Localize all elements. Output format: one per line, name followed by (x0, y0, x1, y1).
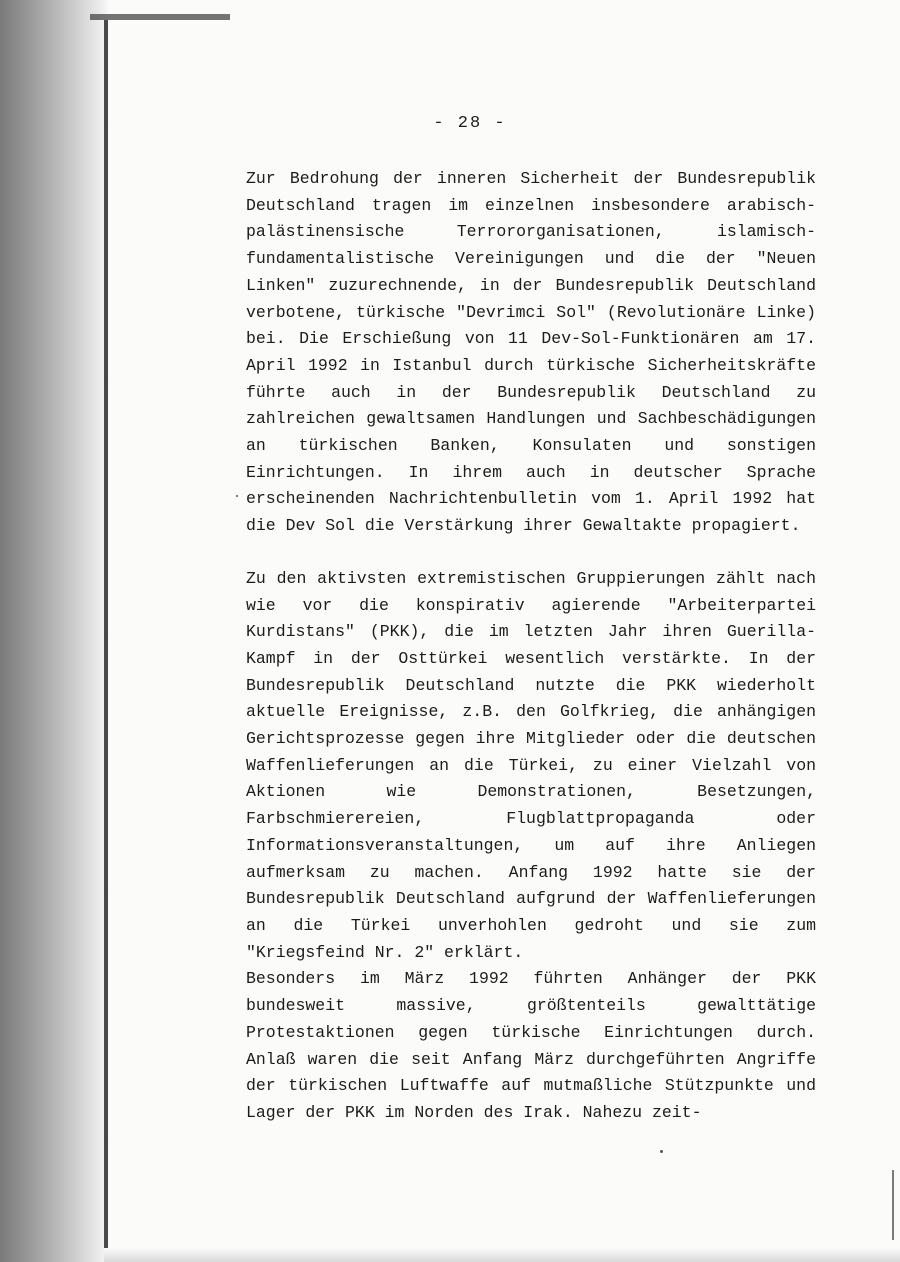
top-edge-shadow (90, 14, 230, 20)
page-number: - 28 - (433, 114, 507, 133)
scan-speck (660, 1150, 663, 1153)
right-edge-mark (892, 1170, 894, 1240)
binding-edge (104, 20, 108, 1250)
binding-shadow (0, 0, 110, 1262)
paragraph-2: Zu den aktivsten extremistischen Gruppierungen zählt nach wie vor die konspirativ agierende "Arbeiterpartei Kurdistans" (PKK), die im letzten Jahr ihren Guerilla-Kampf in der Osttürkei wesentlich verstärkte. In der Bundesrepublik Deutschland nutzte die PKK wiederholt aktuelle Ereignisse, z.B. den Golfkrieg, die anhängigen Gerichtsprozesse gegen ihre Mitglieder oder die deutschen Waffenlieferungen an die Türkei, zu einer Vielzahl von Aktionen wie Demonstrationen, Besetzungen, Farbschmierereien, Flugblattpropaganda oder Informationsveranstaltungen, um auf ihre Anliegen aufmerksam zu machen. Anfang 1992 hatte sie der Bundesrepublik Deutschland aufgrund der Waffenlieferungen an die Türkei unverhohlen gedroht und sie zum "Kriegsfeind Nr. 2" erklärt. (246, 568, 816, 962)
paragraph-1: Zur Bedrohung der inneren Sicherheit der Bundesrepublik Deutschland tragen im einzelnen insbesondere arabisch-palästinensische Terrororganisationen, islamisch-fundamentalistische Vereinigungen und die der "Neuen Linken" zuzurechnende, in der Bundesrepublik Deutschland verbotene, türkische "Devrimci Sol" (Revolutionäre Linke) bei. Die Erschießung von 11 Dev-Sol-Funktionären am 17. April 1992 in Istanbul durch türkische Sicherheitskräfte führte auch in der Bundesrepublik Deutschland zu zahlreichen gewaltsamen Handlungen und Sachbeschädigungen an türkischen Banken, Konsulaten und sonstigen Einrichtungen. In ihrem auch in deutscher Sprache erscheinenden Nachrichtenbulletin vom 1. April 1992 hat die Dev Sol die Verstärkung ihrer Gewaltakte propagiert. (246, 169, 816, 536)
paragraph-3: Besonders im März 1992 führten Anhänger der PKK bundesweit massive, größtenteils gewalttätige Protestaktionen gegen türkische Einrichtungen durch. Anlaß waren die seit Anfang März durchgeführten Angriffe der türkischen Luftwaffe auf mutmaßliche Stützpunkte und Lager der PKK im Norden des Irak. Nahezu zeit- (246, 969, 816, 1122)
bottom-edge-shadow (104, 1248, 900, 1262)
scan-speck (236, 495, 238, 497)
body-text (246, 166, 816, 1127)
